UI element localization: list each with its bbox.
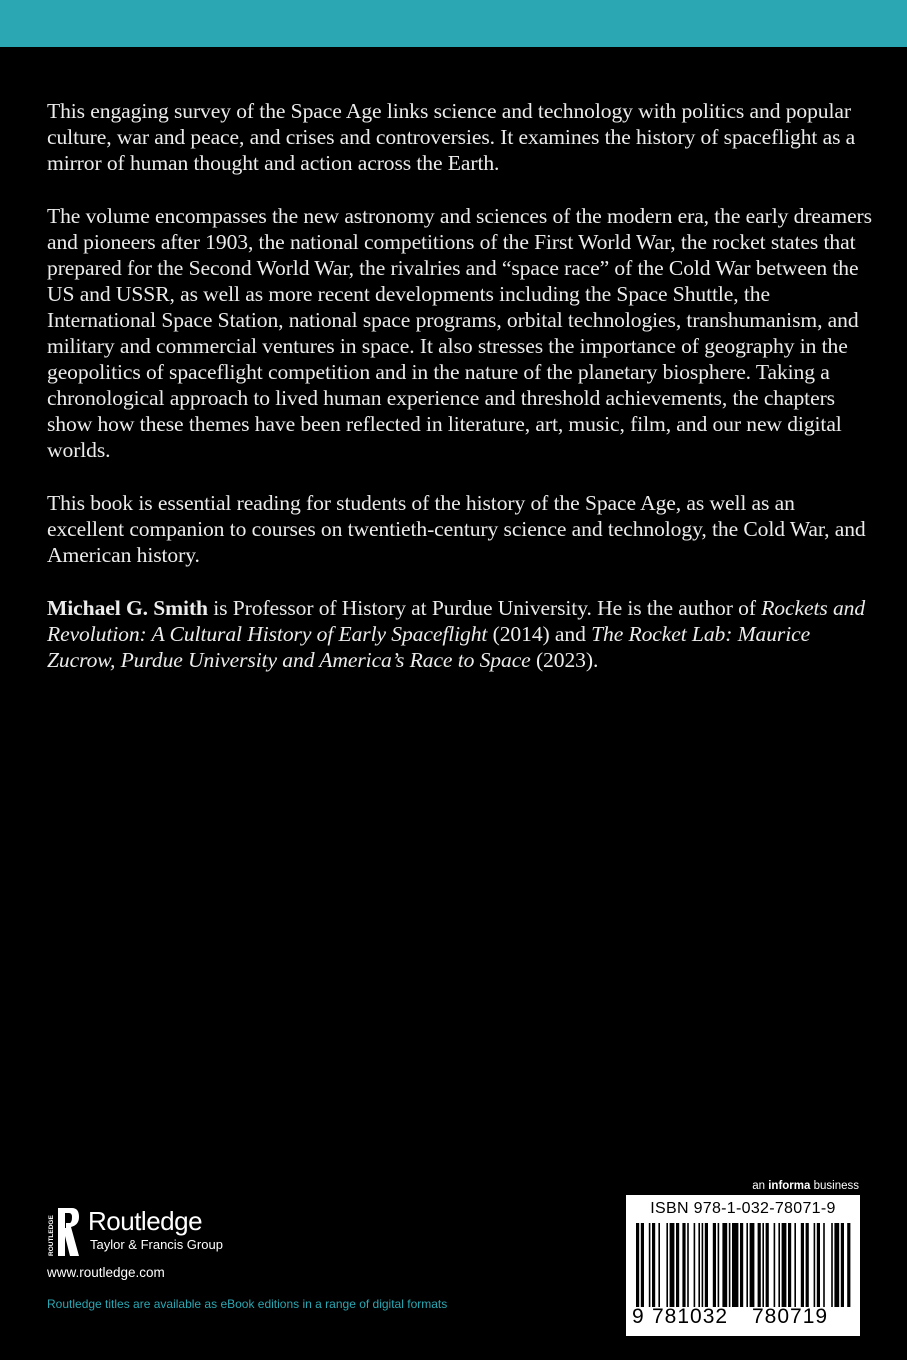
barcode-bar bbox=[746, 1223, 748, 1307]
barcode-bar bbox=[666, 1223, 668, 1307]
isbn-barcode bbox=[626, 1195, 860, 1336]
blurb-paragraph-3: This book is essential reading for students of the history of the Space Age, as well as an excellent companion to courses on twentieth-century science and technology, the Cold War, and American history. bbox=[47, 491, 866, 567]
barcode-bar bbox=[774, 1223, 776, 1307]
barcode-bar bbox=[817, 1223, 820, 1307]
barcode-bar bbox=[694, 1223, 696, 1307]
informa-post: business bbox=[810, 1180, 859, 1192]
publisher-name: Routledge bbox=[88, 1206, 203, 1236]
barcode-bar bbox=[831, 1223, 833, 1307]
barcode-bar bbox=[823, 1223, 825, 1307]
barcode-bar bbox=[801, 1223, 804, 1307]
barcode-bar bbox=[762, 1223, 764, 1307]
barcode-digits-left: 781032 bbox=[652, 1305, 729, 1328]
barcode-bar bbox=[670, 1223, 675, 1307]
bio-text-1: is Professor of History at Purdue University. He is the author of bbox=[207, 596, 762, 620]
barcode-bar bbox=[698, 1223, 700, 1307]
informa-tagline bbox=[752, 1180, 859, 1192]
barcode-bar bbox=[687, 1223, 689, 1307]
barcode-bar bbox=[740, 1223, 743, 1307]
blurb-paragraph-2: The volume encompasses the new astronomy and sciences of the modern era, the early dreamers and pioneers after 1903, the national competitions of the First World War, the rocket states that prepared for the Second World War, the rivalries and “space race” of the Cold War between the US and USSR, as well as more recent developments including the Space Shuttle, the International Space Station, national space programs, orbital technologies, transhumanism, and military and commercial ventures in space. It also stresses the importance of geography in the geopolitics of spaceflight competition and in the nature of the planetary biosphere. Taking a chronological approach to lived human experience and threshold achievements, the chapters show how these themes have been reflected in literature, art, music, film, and our new digital worlds. bbox=[47, 204, 872, 462]
barcode-bar bbox=[649, 1223, 651, 1307]
barcode-bar bbox=[636, 1223, 639, 1307]
barcode-bar bbox=[713, 1223, 716, 1307]
bio-text-3: (2023). bbox=[530, 648, 599, 672]
barcode-bars bbox=[636, 1223, 852, 1307]
barcode-bar bbox=[794, 1223, 796, 1307]
barcode-bar bbox=[778, 1223, 780, 1307]
barcode-bar bbox=[841, 1223, 844, 1307]
barcode-digits-right: 780719 bbox=[752, 1305, 829, 1328]
publisher-website: www.routledge.com bbox=[47, 1265, 165, 1280]
top-color-band bbox=[0, 0, 907, 47]
informa-pre: an bbox=[752, 1180, 769, 1192]
ebook-note: Routledge titles are available as eBook editions in a range of digital formats bbox=[47, 1297, 448, 1311]
barcode-bar bbox=[847, 1223, 850, 1307]
book-title-1: Rockets and Revolution: A Cultural History of Early Spaceflight bbox=[47, 596, 866, 646]
barcode-bar bbox=[788, 1223, 791, 1307]
barcode-bar bbox=[718, 1223, 720, 1307]
book-title-2: The Rocket Lab: Maurice Zucrow, Purdue University and America’s Race to Space bbox=[47, 622, 811, 672]
barcode-bar bbox=[658, 1223, 660, 1307]
informa-bold: informa bbox=[768, 1180, 811, 1192]
barcode-bar bbox=[750, 1223, 755, 1307]
publisher-group: Taylor & Francis Group bbox=[90, 1237, 223, 1252]
barcode-bar bbox=[682, 1223, 685, 1307]
barcode-digits bbox=[628, 1303, 858, 1331]
barcode-bar bbox=[652, 1223, 655, 1307]
barcode-bar bbox=[676, 1223, 679, 1307]
barcode-bar bbox=[641, 1223, 644, 1307]
author-bio bbox=[47, 595, 877, 673]
barcode-bar bbox=[806, 1223, 809, 1307]
barcode-bar bbox=[702, 1223, 704, 1307]
barcode-bar bbox=[732, 1223, 738, 1307]
barcode-bar bbox=[705, 1223, 708, 1307]
logo-vertical-text: ROUTLEDGE bbox=[48, 1215, 55, 1256]
barcode-bar bbox=[814, 1223, 816, 1307]
barcode-bar bbox=[782, 1223, 787, 1307]
author-name: Michael G. Smith bbox=[47, 596, 208, 620]
barcode-bar bbox=[834, 1223, 839, 1307]
barcode-digit-first: 9 bbox=[632, 1305, 645, 1328]
routledge-logo bbox=[44, 1204, 304, 1264]
barcode-bar bbox=[766, 1223, 769, 1307]
back-cover-blurb bbox=[47, 98, 877, 700]
barcode-bar bbox=[729, 1223, 731, 1307]
blurb-paragraph-1: This engaging survey of the Space Age links science and technology with politics and popular culture, war and peace, and crises and controversies. It examines the history of spaceflight as a mirror of human thought and action across the Earth. bbox=[47, 99, 856, 175]
barcode-bar bbox=[758, 1223, 761, 1307]
barcode-bar bbox=[722, 1223, 727, 1307]
bio-text-2: (2014) and bbox=[487, 622, 592, 646]
isbn-number: ISBN 978-1-032-78071-9 bbox=[650, 1200, 836, 1217]
routledge-logo-icon bbox=[44, 1204, 80, 1258]
